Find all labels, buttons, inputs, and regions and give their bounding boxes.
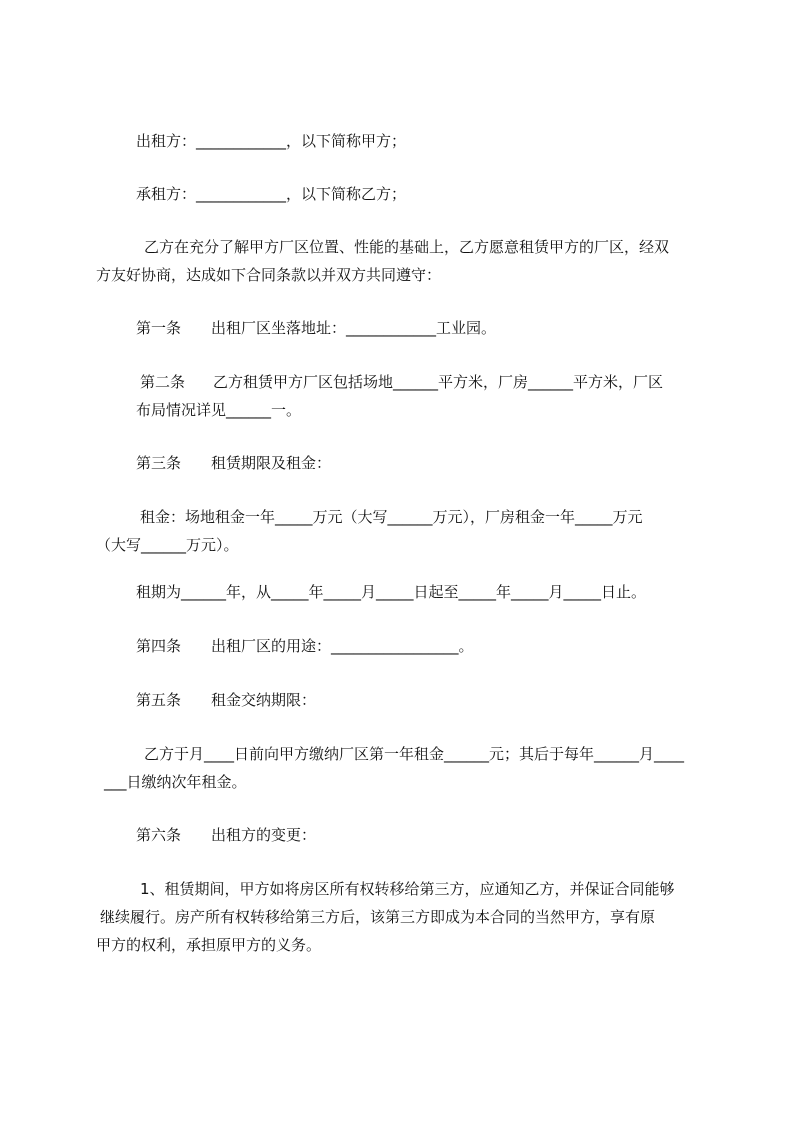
clause-6-1-line-1: 1、租赁期间，甲方如将房区所有权转移给第三方，应通知乙方，并保证合同能够	[140, 880, 675, 898]
rent-line-1: 租金：场地租金一年_____万元（大写______万元），厂房租金一年_____万元	[140, 508, 643, 526]
article-2-line-1	[140, 368, 715, 396]
article-1-label: 第一条	[136, 319, 182, 337]
clause-6-1	[96, 875, 715, 959]
payment-line-1: 乙方于月____日前向甲方缴纳厂区第一年租金______元；其后于每年______月____	[144, 745, 685, 763]
term-line	[136, 578, 711, 606]
article-4-label: 第四条	[136, 637, 182, 655]
article-4-text: 出租厂区的用途：_________________。	[211, 637, 474, 655]
rent-line-2: （大写______万元）。	[96, 536, 239, 554]
article-2	[136, 368, 715, 424]
rent-paragraph	[96, 503, 715, 559]
term-text: 租期为______年，从_____年_____月_____日起至_____年_____月_____日止。	[136, 583, 647, 601]
intro-line-1: 乙方在充分了解甲方厂区位置、性能的基础上，乙方愿意租赁甲方的厂区，经双	[144, 238, 670, 256]
lessor-text: 出租方：____________，以下简称甲方；	[136, 132, 407, 150]
article-2-text-1: 乙方租赁甲方厂区包括场地______平方米，厂房______平方米，厂区	[213, 373, 664, 391]
lessee-line	[136, 180, 711, 208]
clause-6-1-line-3: 甲方的权利，承担原甲方的义务。	[96, 936, 322, 954]
article-3-text: 租赁期限及租金：	[211, 454, 332, 472]
article-5-label: 第五条	[136, 691, 182, 709]
lessee-text: 承租方：____________，以下简称乙方；	[136, 185, 407, 203]
clause-6-1-line-2: 继续履行。房产所有权转移给第三方后，该第三方即成为本合同的当然甲方，享有原	[100, 908, 656, 926]
lessor-line	[136, 127, 711, 155]
article-5-text: 租金交纳期限：	[211, 691, 317, 709]
article-6-text: 出租方的变更：	[211, 826, 317, 844]
article-3-label: 第三条	[136, 454, 182, 472]
article-2-line-2: 布局情况详见______一。	[136, 401, 302, 419]
article-2-label: 第二条	[140, 373, 186, 391]
intro-paragraph	[96, 233, 719, 289]
article-5	[136, 686, 711, 714]
article-4	[136, 632, 711, 660]
payment-paragraph	[104, 740, 719, 796]
article-1-text: 出租厂区坐落地址：____________工业园。	[211, 319, 497, 337]
article-1	[136, 314, 711, 342]
article-3	[136, 449, 711, 477]
payment-line-2: ___日缴纳次年租金。	[104, 773, 247, 791]
article-6-label: 第六条	[136, 826, 182, 844]
intro-line-2: 方友好协商，达成如下合同条款以并双方共同遵守：	[96, 266, 442, 284]
article-6	[136, 821, 711, 849]
